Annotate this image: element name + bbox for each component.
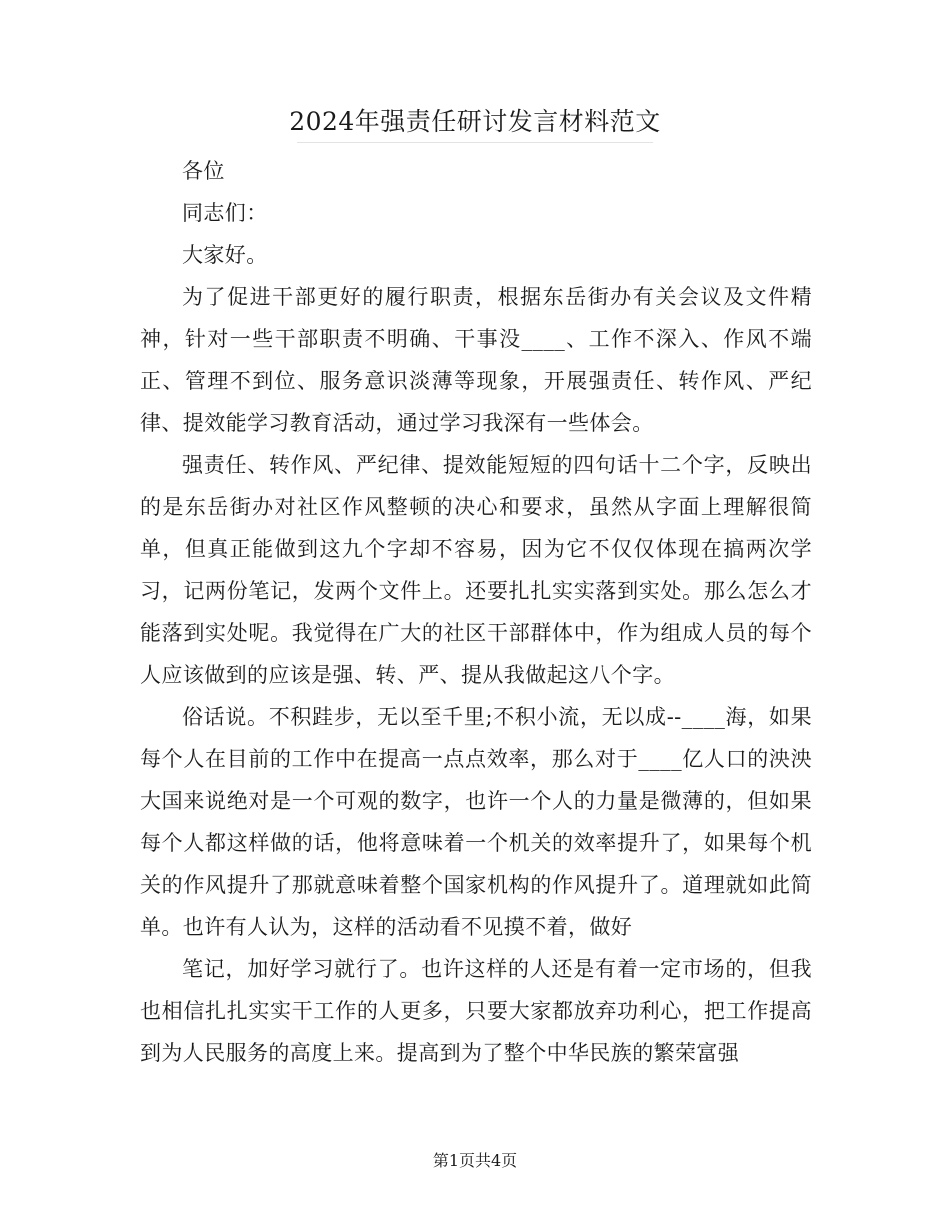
document-title: 2024年强责任研讨发言材料范文 [289,107,661,136]
document-body [140,150,812,1074]
paragraph-4: 笔记，加好学习就行了。也许这样的人还是有着一定市场的，但我也相信扎扎实实干工作的人更多，只要大家都放弃功利心，把工作提高到为人民服务的高度上来。提高到为了整个中华民族的繁荣富强 [140,957,812,1065]
paragraph-1: 为了促进干部更好的履行职责，根据东岳街办有关会议及文件精神，针对一些干部职责不明确、干事没____、工作不深入、作风不端正、管理不到位、服务意识淡薄等现象，开展强责任、转作风、严纪律、提效能学习教育活动，通过学习我深有一些体会。 [140,285,812,435]
paragraph-greeting-3: 大家好。 [182,243,268,267]
title-underline [297,142,653,143]
paragraph-2: 强责任、转作风、严纪律、提效能短短的四句话十二个字，反映出的是东岳街办对社区作风整顿的决心和要求，虽然从字面上理解很简单，但真正能做到这九个字却不容易，因为它不仅仅体现在搞两次学习，记两份笔记，发两个文件上。还要扎扎实实落到实处。那么怎么才能落到实处呢。我觉得在广大的社区干部群体中，作为组成人员的每个人应该做到的应该是强、转、严、提从我做起这八个字。 [140,453,812,687]
paragraph-3: 俗话说。不积跬步，无以至千里;不积小流，无以成--____海，如果每个人在目前的工作中在提高一点点效率，那么对于____亿人口的泱泱大国来说绝对是一个可观的数字，也许一个人的力量是微薄的，但如果每个人都这样做的话，他将意味着一个机关的效率提升了，如果每个机关的作风提升了那就意味着整个国家机构的作风提升了。道理就如此简单。也许有人认为，这样的活动看不见摸不着，做好 [140,705,812,939]
paragraph-greeting-2: 同志们： [182,201,268,225]
paragraph-greeting-1: 各位 [182,159,225,183]
page-number: 第1页共4页 [432,1151,518,1170]
